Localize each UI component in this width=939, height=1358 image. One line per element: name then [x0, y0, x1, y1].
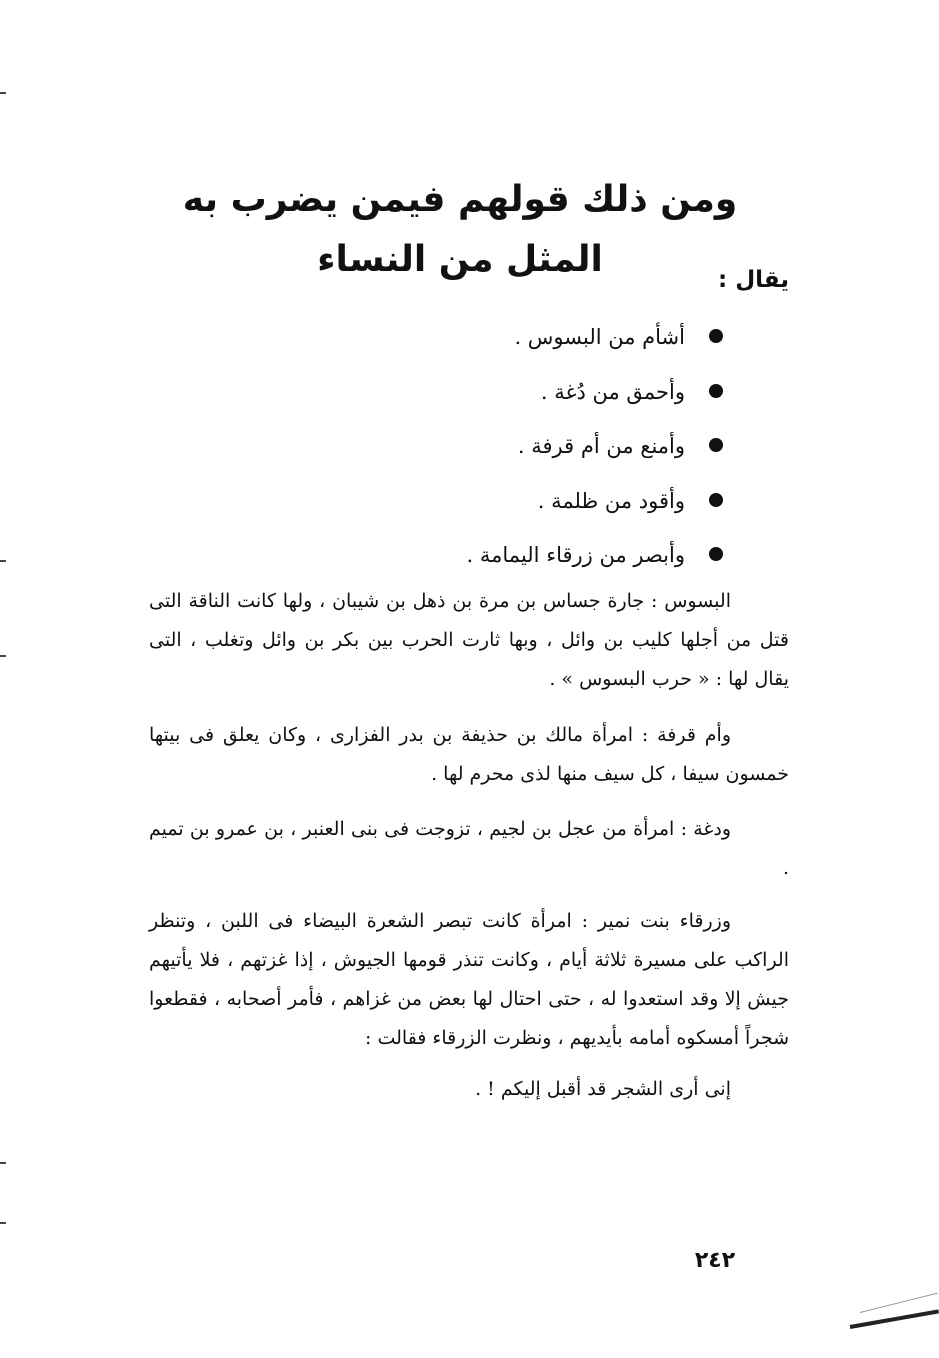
list-item — [467, 419, 727, 474]
list-item — [467, 310, 727, 365]
scan-mark — [0, 1222, 6, 1224]
paragraph-text: ودغة : امرأة من عجل بن لجيم ، تزوجت فى بنى العنبر ، بن عمرو بن تميم . — [149, 818, 789, 879]
paragraph-umm-qirfa — [149, 716, 789, 794]
paragraph-zarqa — [149, 902, 789, 1058]
page-number: ٢٤٢ — [694, 1248, 736, 1273]
paragraph-dughah — [149, 810, 789, 888]
paragraph-basus — [149, 582, 789, 699]
list-item — [467, 474, 727, 529]
saying-text: وأبصر من زرقاء اليمامة . — [466, 543, 685, 567]
bullet-icon — [709, 493, 723, 507]
scan-mark — [0, 92, 6, 94]
page-title: ومن ذلك قولهم فيمن يضرب به المثل من النساء — [182, 179, 738, 280]
paragraph-text: وزرقاء بنت نمير : امرأة كانت تبصر الشعرة البيضاء فى اللبن ، وتنظر الراكب على مسيرة ثلاثة أيام ، وكانت تنذر قومها الجيوش ، إذا غزتهم ، فلا يأتيهم جيش إلا وقد استعدوا له ، حتى احتال لها بعض من غزاهم ، فأمر أصحابه ، فقطعوا شجراً أمسكوه أمامه بأيديهم ، ونظرت الزرقاء فقالت : — [149, 910, 789, 1049]
list-item — [467, 365, 727, 420]
list-item — [467, 528, 727, 583]
saying-text: وأحمق من دُغة . — [540, 379, 685, 404]
saying-text: أشأم من البسوس . — [514, 325, 685, 349]
bullet-icon — [709, 329, 723, 343]
scan-mark — [0, 560, 6, 562]
bullet-icon — [709, 438, 723, 452]
saying-text: وأمنع من أم قرفة . — [517, 434, 685, 458]
saying-text: وأقود من ظلمة . — [537, 488, 685, 513]
paragraph-text: وأم قرفة : امرأة مالك بن حذيفة بن بدر الفزارى ، وكان يعلق فى بيتها خمسون سيفا ، كل سيف منها لذى محرم لها . — [149, 724, 789, 785]
paragraph-text: البسوس : جارة جساس بن مرة بن ذهل بن شيبان ، ولها كانت الناقة التى قتل من أجلها كليب بن وائل ، وبها ثارت الحرب بين بكر بن وائل وتغلب ، التى يقال لها : « حرب البسوس » . — [149, 590, 789, 690]
bullet-icon — [709, 547, 723, 561]
scan-mark — [0, 655, 6, 657]
intro-label: يقال : — [718, 267, 789, 293]
scan-mark — [0, 1162, 6, 1164]
bullet-icon — [709, 384, 723, 398]
sayings-list — [467, 310, 727, 583]
quote-line: إنى أرى الشجر قد أقبل إليكم ! . — [475, 1078, 731, 1100]
